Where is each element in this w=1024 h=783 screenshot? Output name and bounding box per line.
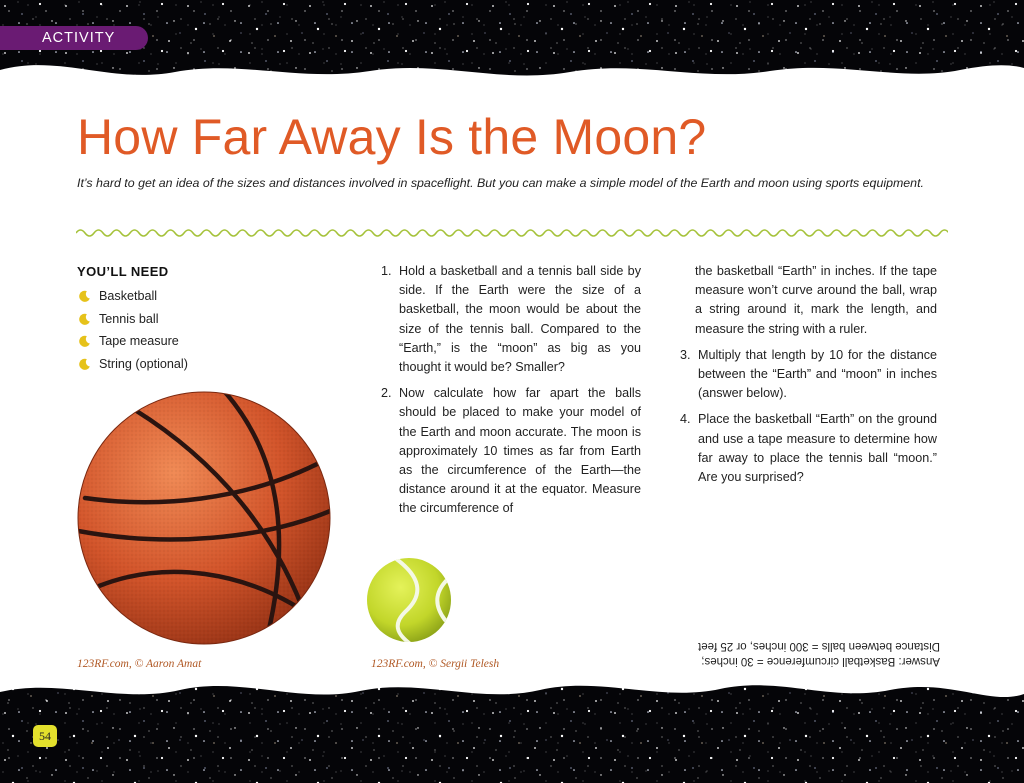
needs-item-label: Tennis ball: [99, 311, 159, 326]
crescent-moon-icon: [78, 290, 91, 303]
wavy-divider: [76, 226, 948, 240]
crescent-moon-icon: [78, 358, 91, 371]
needs-item: [77, 353, 307, 376]
step-3: [676, 346, 937, 404]
step-number: 2.: [381, 386, 392, 401]
activity-badge: ACTIVITY: [0, 26, 148, 50]
tennis-ball-photo: [365, 556, 453, 644]
step-number: 4.: [680, 412, 691, 427]
basketball-photo: [75, 390, 333, 646]
answer-line-2: Distance between balls = 300 inches, or 25 feet: [698, 640, 940, 652]
crescent-moon-icon: [78, 313, 91, 326]
crescent-moon-icon: [78, 335, 91, 348]
step-number: 3.: [680, 347, 691, 362]
photo-credit-tennis: 123RF.com, © Sergii Telesh: [371, 658, 500, 670]
step-2-continued: the basketball “Earth” in inches. If the tape measure won’t curve around the ball, wrap a string around it, mark the length, and measure the string with a ruler.: [695, 264, 937, 336]
needs-heading: YOU’LL NEED: [77, 264, 169, 279]
needs-item: [77, 330, 307, 353]
needs-item: [77, 285, 307, 308]
needs-item-label: String (optional): [99, 356, 188, 371]
step-2: [377, 384, 641, 518]
intro-text: It’s hard to get an idea of the sizes and distances involved in spaceflight. But you can make a simple model of the Earth and moon using sports equipment.: [77, 176, 924, 190]
step-number: 1.: [381, 264, 392, 278]
needs-item: [77, 308, 307, 331]
steps-column-2: [676, 262, 937, 494]
needs-list: [77, 264, 307, 375]
needs-items: [77, 285, 307, 375]
step-text: Place the basketball “Earth” on the ground and use a tape measure to determine how far away to place the tennis ball “moon.” Are you surprised?: [698, 412, 937, 485]
step-text: Hold a basketball and a tennis ball side by side. If the Earth were the size of a basketball, the moon would be about the size of the tennis ball. Compared to the “Earth,” is the “moon” as big as you thought it would be? Smaller?: [399, 264, 641, 375]
step-1: [377, 262, 641, 377]
step-4: [676, 410, 937, 487]
step-text: Multiply that length by 10 for the distance between the “Earth” and “moon” in inches (answer below).: [698, 347, 937, 401]
page-title: How Far Away Is the Moon?: [77, 109, 707, 165]
steps-column-1: [377, 262, 641, 526]
upside-down-answer: [678, 638, 940, 668]
photo-credit-basketball: 123RF.com, © Aaron Amat: [77, 658, 202, 670]
answer-line-1: Answer: Basketball circumference = 30 inches;: [701, 655, 940, 667]
page-number: 54: [33, 725, 57, 747]
needs-item-label: Tape measure: [99, 334, 179, 348]
needs-item-label: Basketball: [99, 289, 158, 303]
step-text: Now calculate how far apart the balls should be placed to make your model of the Earth and moon accurate. The moon is approximately 10 times as far from Earth as the circumference of the Earth—the distance around it at the equator. Measure the circumference of: [399, 386, 641, 516]
